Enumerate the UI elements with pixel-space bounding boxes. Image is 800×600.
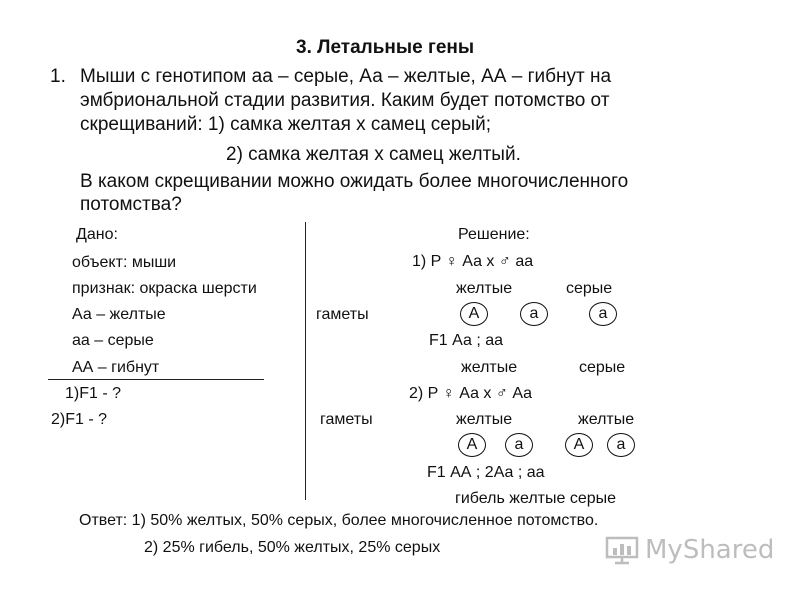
task-line-1: Мыши с генотипом аа – серые, Аа – желтые, АА – гибнут на [80, 66, 612, 87]
task-line-3: скрещиваний: 1) самка желтая х самец серый; [80, 114, 491, 135]
watermark-text: MyShared [645, 535, 775, 565]
cross1-gamete-1: А [460, 302, 488, 326]
cross2-gametes-label: гаметы [320, 411, 373, 428]
cross2-gamete-1: А [458, 433, 486, 457]
given-object: объект: мыши [72, 254, 177, 271]
given-aa: аа – серые [72, 332, 154, 349]
cross2-pheno-left: желтые [456, 411, 513, 428]
cross2-gamete-3: А [565, 433, 593, 457]
given-Aa: Аа – желтые [72, 306, 166, 323]
answer-line-2: 2) 25% гибель, 50% желтых, 25% серых [144, 539, 441, 556]
cross2-f1: F1 АА ; 2Аа ; аа [427, 464, 545, 481]
given-underline [48, 379, 264, 380]
given-heading: Дано: [76, 226, 118, 243]
cross2-gamete-2: а [505, 433, 533, 457]
cross2-parents: 2) Р ♀ Аа х ♂ Аа [409, 385, 533, 402]
given-AA: АА – гибнут [72, 359, 160, 376]
cross1-f1-right: серые [579, 359, 626, 376]
question-2: 2)F1 - ? [51, 411, 108, 428]
task-line-4: 2) самка желтая х самец желтый. [226, 144, 521, 165]
cross1-f1: F1 Аа ; аа [429, 332, 503, 349]
cross2-pheno-right: желтые [578, 411, 635, 428]
presentation-icon [605, 535, 639, 565]
task-line-5: В каком скрещивании можно ожидать более многочисленного [80, 171, 629, 192]
cross1-f1-left: желтые [461, 359, 518, 376]
solution-heading: Решение: [458, 226, 530, 243]
cross1-gametes-label: гаметы [316, 306, 369, 323]
task-line-6: потомства? [80, 194, 182, 215]
cross2-gamete-4: а [607, 433, 635, 457]
cross1-gamete-2: а [520, 302, 548, 326]
cross1-pheno-right: серые [566, 280, 613, 297]
answer-line-1: Ответ: 1) 50% желтых, 50% серых, более многочисленное потомство. [79, 512, 599, 529]
cross1-gamete-3: а [589, 302, 617, 326]
task-line-2: эмбриональной стадии развития. Каким будет потомство от [80, 90, 610, 111]
page-title: 3. Летальные гены [296, 37, 475, 58]
task-number: 1. [50, 66, 66, 87]
cross2-f1-pheno: гибель желтые серые [455, 490, 617, 507]
divider-line [305, 222, 306, 500]
cross1-pheno-left: желтые [456, 280, 513, 297]
watermark [605, 535, 774, 565]
given-trait: признак: окраска шерсти [72, 280, 257, 297]
cross1-parents: 1) Р ♀ Аа х ♂ аа [412, 253, 534, 270]
question-1: 1)F1 - ? [65, 385, 122, 402]
